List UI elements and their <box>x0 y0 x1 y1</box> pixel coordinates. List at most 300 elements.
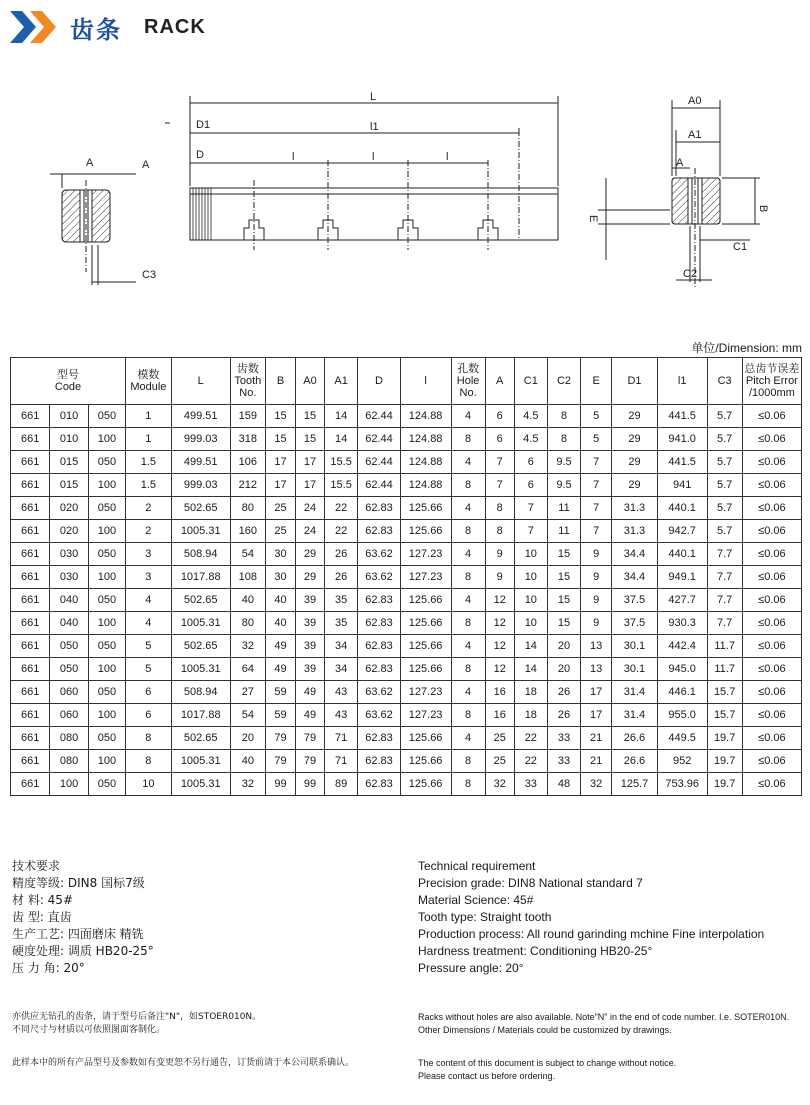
th-tooth: 齿数 Tooth No. <box>230 358 265 405</box>
table-cell: 29 <box>296 543 325 566</box>
table-cell: 661 <box>11 405 50 428</box>
table-cell: 34 <box>325 658 358 681</box>
table-cell: 15.7 <box>707 681 742 704</box>
table-cell: 661 <box>11 635 50 658</box>
table-cell: 15 <box>547 612 580 635</box>
table-cell: 9 <box>485 543 514 566</box>
th-B: B <box>265 358 295 405</box>
tech-en-line: Pressure angle: 20° <box>418 961 524 975</box>
notes-en <box>418 1011 789 1037</box>
th-A0: A0 <box>296 358 325 405</box>
table-cell: 060 <box>50 681 88 704</box>
tech-cn-line: 压 力 角: 20° <box>12 961 85 975</box>
table-cell: 62.83 <box>358 612 401 635</box>
table-cell: 15 <box>296 405 325 428</box>
table-cell: 62.83 <box>358 773 401 796</box>
table-cell: 14 <box>514 635 547 658</box>
table-cell: 440.1 <box>657 497 707 520</box>
table-cell: 125.66 <box>400 612 451 635</box>
table-cell: 14 <box>325 428 358 451</box>
table-cell: 100 <box>88 566 125 589</box>
table-cell: 26 <box>547 681 580 704</box>
table-cell: 4 <box>451 727 485 750</box>
table-cell: 10 <box>126 773 172 796</box>
tech-cn-line: 材 料: 45# <box>12 893 73 907</box>
dim-label-L: L <box>370 91 377 103</box>
table-cell: 17 <box>581 681 612 704</box>
table-cell: 20 <box>547 658 580 681</box>
table-cell: 34 <box>325 635 358 658</box>
table-cell: 35 <box>325 589 358 612</box>
table-cell: 7 <box>514 520 547 543</box>
table-cell: 5 <box>581 428 612 451</box>
table-cell: 17 <box>296 451 325 474</box>
table-cell: 100 <box>88 428 125 451</box>
table-row <box>11 635 802 658</box>
dim-label-l-2: l <box>372 151 375 163</box>
table-cell: 8 <box>451 658 485 681</box>
table-cell: 32 <box>485 773 514 796</box>
th-l1: l1 <box>657 358 707 405</box>
table-cell: 31.4 <box>612 704 658 727</box>
table-cell: 11 <box>547 497 580 520</box>
th-code: 型号 Code <box>11 358 126 405</box>
table-cell: 5.7 <box>707 451 742 474</box>
table-cell: 125.66 <box>400 589 451 612</box>
table-cell: 34.4 <box>612 566 658 589</box>
table-cell: 1.5 <box>126 474 172 497</box>
table-cell: 25 <box>265 520 295 543</box>
table-cell: 29 <box>612 405 658 428</box>
table-cell: 37.5 <box>612 589 658 612</box>
table-cell: ≤0.06 <box>742 658 801 681</box>
note-en-line: Racks without holes are also available. Note"N" in the end of code number. I.e. SOTER010N. <box>418 1012 790 1022</box>
table-cell: 19.7 <box>707 750 742 773</box>
table-cell: 449.5 <box>657 727 707 750</box>
tech-en-line: Technical requirement <box>418 859 536 873</box>
table-cell: 8 <box>451 612 485 635</box>
table-cell: 79 <box>296 750 325 773</box>
dim-label-C1: C1 <box>733 241 748 253</box>
table-row <box>11 428 802 451</box>
table-cell: 4 <box>451 681 485 704</box>
tech-cn-line: 生产工艺: 四面磨床 精铣 <box>12 927 144 941</box>
note-en-line: Other Dimensions / Materials could be customized by drawings. <box>418 1025 672 1035</box>
table-cell: ≤0.06 <box>742 566 801 589</box>
table-cell: 661 <box>11 704 50 727</box>
table-cell: ≤0.06 <box>742 750 801 773</box>
table-cell: 502.65 <box>171 635 230 658</box>
table-cell: 050 <box>88 497 125 520</box>
table-cell: 54 <box>230 543 265 566</box>
table-cell: 050 <box>88 405 125 428</box>
table-cell: 108 <box>230 566 265 589</box>
table-cell: 080 <box>50 750 88 773</box>
th-C1: C1 <box>514 358 547 405</box>
table-cell: 952 <box>657 750 707 773</box>
table-cell: 030 <box>50 566 88 589</box>
table-cell: 661 <box>11 750 50 773</box>
table-cell: 30.1 <box>612 658 658 681</box>
table-cell: 5.7 <box>707 428 742 451</box>
table-cell: 26 <box>325 543 358 566</box>
table-cell: 080 <box>50 727 88 750</box>
table-cell: 15.7 <box>707 704 742 727</box>
table-cell: 7.7 <box>707 566 742 589</box>
table-cell: 33 <box>547 727 580 750</box>
th-A1: A1 <box>325 358 358 405</box>
table-cell: 1005.31 <box>171 658 230 681</box>
table-cell: 8 <box>485 520 514 543</box>
table-cell: 62.83 <box>358 635 401 658</box>
table-cell: 9 <box>485 566 514 589</box>
table-cell: 050 <box>88 635 125 658</box>
table-cell: 62.83 <box>358 750 401 773</box>
table-row <box>11 451 802 474</box>
table-cell: 21 <box>581 750 612 773</box>
table-cell: 010 <box>50 428 88 451</box>
table-cell: 80 <box>230 497 265 520</box>
table-row <box>11 727 802 750</box>
tech-en-line: Material Science: 45# <box>418 893 534 907</box>
table-cell: 18 <box>514 681 547 704</box>
table-cell: 19.7 <box>707 773 742 796</box>
table-cell: 17 <box>296 474 325 497</box>
table-cell: 64 <box>230 658 265 681</box>
table-cell: 4 <box>451 451 485 474</box>
table-cell: 6 <box>514 451 547 474</box>
dim-label-D1: D1 <box>196 119 211 131</box>
table-cell: 9 <box>581 612 612 635</box>
table-cell: 35 <box>325 612 358 635</box>
table-cell: 661 <box>11 681 50 704</box>
table-cell: ≤0.06 <box>742 681 801 704</box>
table-cell: 661 <box>11 543 50 566</box>
table-cell: 37.5 <box>612 612 658 635</box>
table-header-row <box>11 358 802 405</box>
table-cell: 7.7 <box>707 589 742 612</box>
table-cell: 79 <box>265 727 295 750</box>
table-cell: 8 <box>485 497 514 520</box>
table-cell: 71 <box>325 750 358 773</box>
table-cell: 8 <box>126 727 172 750</box>
table-cell: 8 <box>547 428 580 451</box>
dim-label-A0: A0 <box>688 95 702 107</box>
table-cell: 159 <box>230 405 265 428</box>
note-cn-line: 亦供应无钻孔的齿条，请于型号后备注"N"，如STOER010N。 <box>12 1012 262 1022</box>
tech-cn-line: 精度等级: DIN8 国标7级 <box>12 876 145 890</box>
table-cell: 661 <box>11 589 50 612</box>
table-cell: 1 <box>126 405 172 428</box>
table-cell: 32 <box>230 773 265 796</box>
table-cell: 15 <box>265 405 295 428</box>
table-cell: 62.83 <box>358 497 401 520</box>
table-cell: 63.62 <box>358 566 401 589</box>
note-cn-line: 不同尺寸与材质以可依照图面客制化。 <box>12 1025 166 1035</box>
table-cell: ≤0.06 <box>742 727 801 750</box>
table-cell: 124.88 <box>400 451 451 474</box>
th-D: D <box>358 358 401 405</box>
table-cell: 5.7 <box>707 405 742 428</box>
table-cell: 2 <box>126 520 172 543</box>
table-cell: 22 <box>325 497 358 520</box>
table-cell: 25 <box>265 497 295 520</box>
table-cell: 17 <box>265 451 295 474</box>
table-cell: 8 <box>451 520 485 543</box>
table-cell: 661 <box>11 474 50 497</box>
chevron-logo-icon <box>10 9 62 45</box>
table-cell: 127.23 <box>400 681 451 704</box>
page-title-cn: 齿条 <box>70 15 122 44</box>
table-cell: 24 <box>296 520 325 543</box>
table-cell: 13 <box>581 635 612 658</box>
table-cell: 8 <box>451 566 485 589</box>
spec-table-body <box>11 405 802 796</box>
table-cell: 40 <box>230 589 265 612</box>
table-cell: 8 <box>451 428 485 451</box>
table-cell: 40 <box>230 750 265 773</box>
table-cell: 502.65 <box>171 589 230 612</box>
unit-label: 单位/Dimension: mm <box>691 341 802 355</box>
footer-cn: 此样本中的所有产品型号及参数如有变更恕不另行通告，订货前请于本公司联系确认。 <box>12 1058 355 1068</box>
table-cell: 15.5 <box>325 474 358 497</box>
table-row <box>11 497 802 520</box>
table-cell: 427.7 <box>657 589 707 612</box>
table-cell: 15.5 <box>325 451 358 474</box>
table-cell: ≤0.06 <box>742 474 801 497</box>
table-cell: 54 <box>230 704 265 727</box>
table-cell: 6 <box>126 681 172 704</box>
table-cell: 5 <box>126 658 172 681</box>
table-cell: 1017.88 <box>171 566 230 589</box>
table-cell: 499.51 <box>171 451 230 474</box>
table-cell: 4 <box>451 405 485 428</box>
table-cell: 8 <box>547 405 580 428</box>
table-row <box>11 681 802 704</box>
table-cell: 7 <box>581 520 612 543</box>
table-cell: 43 <box>325 704 358 727</box>
table-cell: 060 <box>50 704 88 727</box>
table-cell: 661 <box>11 658 50 681</box>
table-cell: 30 <box>265 566 295 589</box>
table-cell: 949.1 <box>657 566 707 589</box>
table-cell: 446.1 <box>657 681 707 704</box>
tech-en-line: Hardness treatment: Conditioning HB20-25° <box>418 944 653 958</box>
table-cell: 39 <box>296 589 325 612</box>
tech-requirements-cn <box>12 858 154 977</box>
table-cell: 62.44 <box>358 474 401 497</box>
tech-requirements-en <box>418 858 764 977</box>
table-cell: 15 <box>547 543 580 566</box>
table-cell: 25 <box>485 727 514 750</box>
table-cell: 015 <box>50 474 88 497</box>
table-cell: 26 <box>547 704 580 727</box>
table-cell: 318 <box>230 428 265 451</box>
table-cell: 24 <box>296 497 325 520</box>
table-cell: 661 <box>11 428 50 451</box>
table-cell: 62.44 <box>358 451 401 474</box>
table-cell: 11.7 <box>707 658 742 681</box>
table-cell: 5 <box>581 405 612 428</box>
tech-en-line: Tooth type: Straight tooth <box>418 910 552 924</box>
table-cell: 3 <box>126 566 172 589</box>
table-cell: 050 <box>88 681 125 704</box>
th-A: A <box>485 358 514 405</box>
table-row <box>11 704 802 727</box>
table-cell: 100 <box>88 520 125 543</box>
dim-label-l1: l1 <box>370 121 379 133</box>
table-cell: 5.7 <box>707 497 742 520</box>
table-cell: 9 <box>581 543 612 566</box>
table-cell: 3 <box>126 543 172 566</box>
table-cell: 125.66 <box>400 497 451 520</box>
table-cell: 955.0 <box>657 704 707 727</box>
table-cell: 127.23 <box>400 566 451 589</box>
table-cell: 125.7 <box>612 773 658 796</box>
table-cell: 661 <box>11 497 50 520</box>
footer-en-line: Please contact us before ordering. <box>418 1071 556 1081</box>
table-cell: 19.7 <box>707 727 742 750</box>
table-cell: 100 <box>88 750 125 773</box>
table-cell: 050 <box>88 727 125 750</box>
table-cell: 10 <box>514 566 547 589</box>
table-cell: ≤0.06 <box>742 405 801 428</box>
notes-cn <box>12 1011 261 1037</box>
th-E: E <box>581 358 612 405</box>
table-cell: 62.83 <box>358 589 401 612</box>
table-cell: 49 <box>265 635 295 658</box>
table-cell: ≤0.06 <box>742 451 801 474</box>
table-cell: 40 <box>265 589 295 612</box>
table-cell: 62.44 <box>358 428 401 451</box>
dim-label-E: E <box>587 215 599 223</box>
table-cell: 71 <box>325 727 358 750</box>
table-cell: 14 <box>514 658 547 681</box>
table-cell: 25 <box>485 750 514 773</box>
rack-drawing <box>0 60 810 330</box>
table-row <box>11 658 802 681</box>
tech-en-line: Production process: All round garinding mchine Fine interpolation <box>418 927 765 941</box>
table-row <box>11 405 802 428</box>
page-title-en: RACK <box>144 15 206 38</box>
th-hole: 孔数 Hole No. <box>451 358 485 405</box>
table-cell: 11.7 <box>707 635 742 658</box>
table-cell: 31.3 <box>612 520 658 543</box>
table-cell: 22 <box>514 750 547 773</box>
th-pitch: 总齿节误差 Pitch Error /1000mm <box>742 358 801 405</box>
table-cell: 29 <box>296 566 325 589</box>
table-cell: 59 <box>265 704 295 727</box>
th-C3: C3 <box>707 358 742 405</box>
table-cell: 999.03 <box>171 428 230 451</box>
table-cell: 34.4 <box>612 543 658 566</box>
tech-cn-line: 齿 型: 直齿 <box>12 910 72 924</box>
table-cell: ≤0.06 <box>742 543 801 566</box>
table-cell: 4 <box>126 612 172 635</box>
tech-cn-line: 硬度处理: 调质 HB20-25° <box>12 944 154 958</box>
table-cell: 125.66 <box>400 773 451 796</box>
table-cell: 31.4 <box>612 681 658 704</box>
table-cell: 4.5 <box>514 428 547 451</box>
table-cell: 7 <box>581 451 612 474</box>
table-cell: 127.23 <box>400 704 451 727</box>
table-cell: 442.4 <box>657 635 707 658</box>
table-cell: 9.5 <box>547 474 580 497</box>
table-cell: 17 <box>265 474 295 497</box>
table-cell: 040 <box>50 612 88 635</box>
table-cell: 29 <box>612 474 658 497</box>
table-cell: 63.62 <box>358 704 401 727</box>
spec-table <box>10 357 802 796</box>
dim-label-l-1: l <box>292 151 295 163</box>
table-cell: 127.23 <box>400 543 451 566</box>
table-cell: 753.96 <box>657 773 707 796</box>
table-cell: 29 <box>612 428 658 451</box>
table-cell: 050 <box>88 543 125 566</box>
table-cell: 5.7 <box>707 520 742 543</box>
th-module: 模数 Module <box>126 358 172 405</box>
table-cell: 8 <box>451 474 485 497</box>
table-cell: 6 <box>126 704 172 727</box>
table-cell: 63.62 <box>358 681 401 704</box>
dim-label-a: A <box>142 159 150 171</box>
table-cell: 8 <box>451 750 485 773</box>
table-cell: 30 <box>265 543 295 566</box>
page-header <box>10 8 206 46</box>
table-cell: 13 <box>581 658 612 681</box>
table-cell: 050 <box>50 635 88 658</box>
table-cell: 32 <box>581 773 612 796</box>
table-cell: 125.66 <box>400 750 451 773</box>
table-cell: 12 <box>485 658 514 681</box>
table-cell: 661 <box>11 727 50 750</box>
table-cell: 100 <box>88 474 125 497</box>
table-cell: 010 <box>50 405 88 428</box>
table-cell: 12 <box>485 612 514 635</box>
table-row <box>11 543 802 566</box>
table-row <box>11 589 802 612</box>
table-cell: 930.3 <box>657 612 707 635</box>
table-cell: 11 <box>547 520 580 543</box>
table-cell: 31.3 <box>612 497 658 520</box>
table-cell: 63.62 <box>358 543 401 566</box>
table-cell: 79 <box>265 750 295 773</box>
table-cell: 16 <box>485 681 514 704</box>
th-C2: C2 <box>547 358 580 405</box>
table-cell: 5 <box>126 635 172 658</box>
table-cell: 4.5 <box>514 405 547 428</box>
table-cell: ≤0.06 <box>742 773 801 796</box>
table-cell: 020 <box>50 497 88 520</box>
table-cell: 125.66 <box>400 520 451 543</box>
table-row <box>11 520 802 543</box>
table-cell: 14 <box>325 405 358 428</box>
table-cell: 6 <box>485 428 514 451</box>
table-cell: 10 <box>514 543 547 566</box>
table-cell: 43 <box>325 681 358 704</box>
table-cell: 020 <box>50 520 88 543</box>
dim-label-A1: A1 <box>688 129 702 141</box>
table-cell: 5.7 <box>707 474 742 497</box>
table-cell: 212 <box>230 474 265 497</box>
dim-label-l-3: l <box>446 151 449 163</box>
table-cell: 661 <box>11 566 50 589</box>
table-cell: 20 <box>547 635 580 658</box>
table-cell: 39 <box>296 635 325 658</box>
table-cell: 441.5 <box>657 451 707 474</box>
table-cell: 661 <box>11 520 50 543</box>
table-cell: 7 <box>581 474 612 497</box>
